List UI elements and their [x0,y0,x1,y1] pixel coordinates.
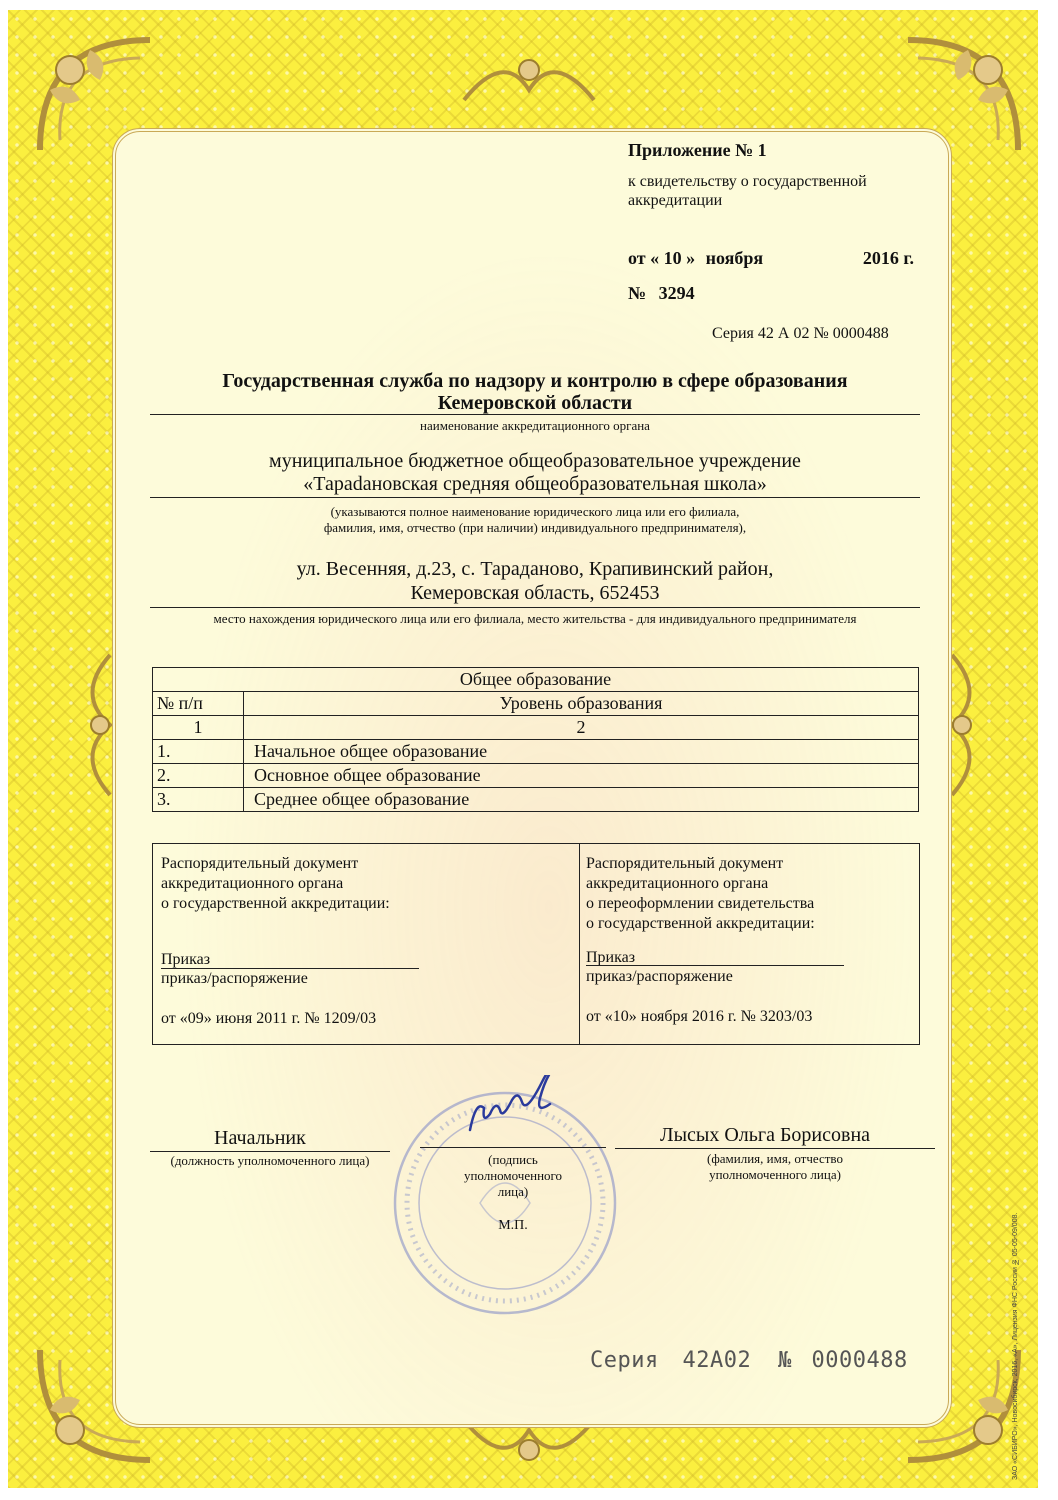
position-underline [150,1151,390,1152]
table-index-row [153,716,919,740]
row-number: 3. [153,788,244,812]
table-row [153,740,919,764]
signature-caption-line3: лица) [497,1184,529,1199]
blank-number [778,1348,908,1373]
appendix-subtitle-line1: к свидетельству о государственной [628,173,867,190]
right-doc-type-caption: приказ/распоряжение [586,968,733,985]
blank-number-value: 0000488 [811,1348,908,1373]
number-label: № [628,283,647,303]
blank-number-label: № [778,1348,792,1373]
organization-caption-line1: (указываются полное наименование юридического лица или его филиала, [330,504,740,519]
right-doc-title-line4: о государственной аккредитации: [586,915,815,932]
seal-label: М.П. [498,1218,528,1233]
appendix-subtitle-line2: аккредитации [628,192,723,209]
address-line2: Кемеровская область, 652453 [410,582,660,604]
organization-name-line2: «Тараdановская средняя общеобразовательная школа» [303,473,767,495]
authority-name-line1: Государственная служба по надзору и контролю в сфере образования [222,370,848,392]
date-mid: » [686,248,696,268]
authority-underline [150,414,920,415]
top-center-ornament [454,40,604,110]
row-level: Среднее общее образование [244,788,919,812]
address-underline [150,607,920,608]
number-value: 3294 [658,283,695,303]
left-doc-date: от «09» июня 2011 г. № 1209/03 [161,1010,377,1027]
left-doc-type: Приказ [161,951,211,968]
row-number: 2. [153,764,244,788]
name-caption-line2: уполномоченного лица) [709,1167,841,1182]
name-underline [615,1148,935,1149]
date-month: ноября [705,248,764,268]
table-row [153,788,919,812]
signature-caption-line2: уполномоченного [463,1168,563,1183]
blank-series [590,1348,751,1373]
table-row [153,764,919,788]
accreditation-order-box [152,843,580,1045]
right-doc-type-underline [586,965,844,966]
address-line1: ул. Весенняя, д.23, с. Тараданово, Крапивинский район, [296,558,774,580]
column-index-2: 2 [244,716,919,740]
right-doc-title-line3: о переоформлении свидетельства [586,895,815,912]
blank-series-value: 42А02 [682,1348,752,1373]
row-level: Основное общее образование [244,764,919,788]
right-doc-title-line1: Распорядительный документ [586,855,784,872]
handwritten-signature [460,1075,590,1145]
signature-underline [420,1147,606,1148]
date-day: 10 [663,248,682,268]
table-header-row [153,692,919,716]
table-title: Общее образование [153,668,919,692]
printer-note: ЗАО «СИБИРО», Новосибирск, 2016, «А», Лицензия ФНС России № 05-05-09/008. [1012,1212,1019,1480]
right-doc-type: Приказ [586,949,636,966]
appendix-number [628,283,695,304]
education-levels-table [152,667,919,812]
reissue-order-box [578,843,920,1045]
address-caption: место нахождения юридического лица или его филиала, место жительства - для индивидуального предпринимателя [213,611,857,626]
row-level: Начальное общее образование [244,740,919,764]
name-caption-line1: (фамилия, имя, отчество [707,1151,843,1166]
position-caption: (должность уполномоченного лица) [170,1153,370,1168]
series-line: Серия 42 А 02 № 0000488 [712,325,889,342]
row-number: 1. [153,740,244,764]
appendix-date [628,248,918,269]
organization-underline [150,497,920,498]
left-doc-title-line1: Распорядительный документ [161,855,359,872]
organization-caption-line2: фамилия, имя, отчество (при наличии) индивидуального предпринимателя), [323,520,747,535]
left-doc-type-caption: приказ/распоряжение [161,970,308,987]
column-header-level: Уровень образования [244,692,919,716]
column-header-number: № п/п [153,692,244,716]
left-doc-title-line2: аккредитационного органа [161,875,344,892]
signatory-full-name: Лысых Ольга Борисовна [660,1124,871,1146]
appendix-title: Приложение № 1 [628,140,767,160]
signature-caption-line1: (подпись [488,1152,538,1167]
authority-caption: наименование аккредитационного органа [420,418,650,433]
column-index-1: 1 [153,716,244,740]
date-year: 2016 г. [862,248,914,268]
table-title-row [153,668,919,692]
date-prefix: от « [628,248,660,268]
blank-series-label: Серия [590,1348,659,1373]
organization-name-line1: муниципальное бюджетное общеобразовательное учреждение [269,450,801,472]
right-doc-date: от «10» ноября 2016 г. № 3203/03 [586,1008,813,1025]
signatory-position: Начальник [214,1127,306,1149]
authority-name-line2: Кемеровской области [437,392,633,414]
right-doc-title-line2: аккредитационного органа [586,875,769,892]
left-doc-title-line3: о государственной аккредитации: [161,895,390,912]
